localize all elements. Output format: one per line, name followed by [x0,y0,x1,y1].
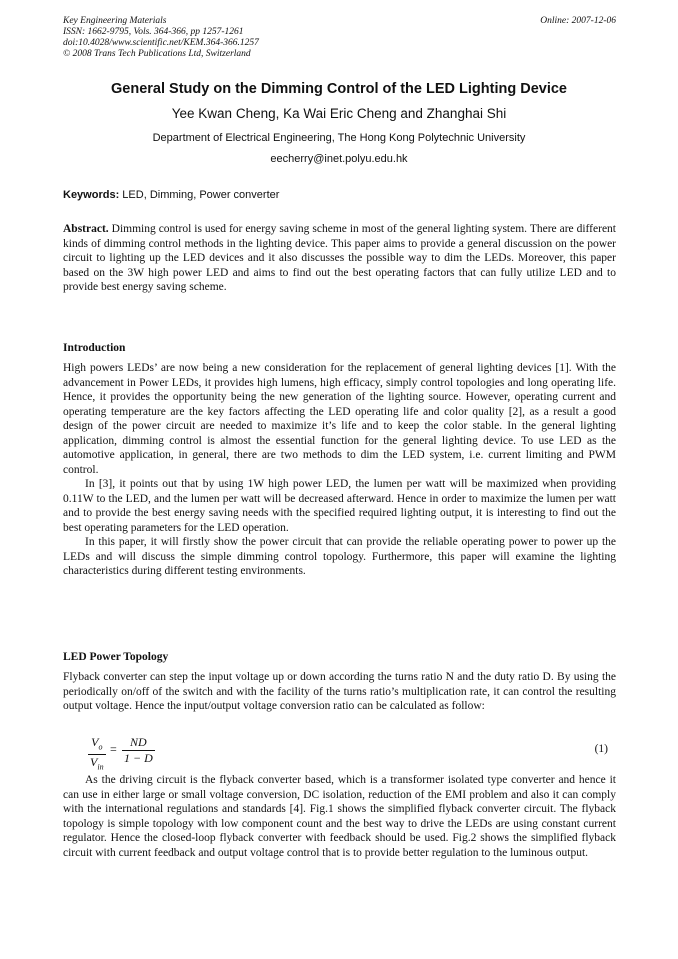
equation-rhs-fraction [122,735,155,766]
journal-name: Key Engineering Materials [63,16,167,26]
equation-1 [88,735,616,772]
introduction-heading: Introduction [63,342,126,354]
equation-lhs-fraction [88,735,106,775]
topology-text-2: As the driving circuit is the flyback converter based, which is a transformer isolated type converter and hence it can use in either large or small voltage conversion, DC isolation, reduction of the EMI problem and also it can comply with the international regulations and standards [4]. Fig.1 shows the simplified flyback converter circuit. The flyback topology is simple topology with low component count and the best way to drive the LEDs are using constant current regulator. Hence the closed-loop flyback converter with feedback should be used. Fig.2 shows the simplified flyback circuit with current feedback and output voltage control that is to provide better regulation to the luminous output. [63,774,616,859]
intro-paragraph-1: High powers LEDs’ are now being a new consideration for the replacement of general lighting devices [1]. With the advancement in Power LEDs, it provides high lumens, high efficacy, simply control topologies and long operating life. Hence, it provides the opportunity being the new generation of the lighting source. However, operating current and operating temperature are the key factors affecting the LED operating life and color quality [2], as a result a good design of the power circuit are needed to maximize it’s life and to keep the color stable. In the general lighting application, dimming control is almost the essential function for the general lighting device. To use LED as the automotive application, in general, there are two methods to dim the LED system, i.e. current limiting and PWM control. [63,362,616,476]
journal-issn: ISSN: 1662-9795, Vols. 364-366, pp 1257-1261 [63,27,244,37]
abstract [63,222,616,295]
journal-copyright: © 2008 Trans Tech Publications Ltd, Switzerland [63,49,251,59]
paper-authors: Yee Kwan Cheng, Ka Wai Eric Cheng and Zhanghai Shi [171,106,507,121]
eq-vin: V [90,755,98,770]
keywords [63,188,616,202]
equation-equals: = [110,742,117,756]
introduction-body [63,361,616,579]
journal-header [63,16,616,60]
abstract-text: Dimming control is used for energy saving scheme in most of the general lighting system. There are different kinds of dimming control methods in the lighting device. This paper aims to provide a general discussion on the power circuit to lighting up the LED devices and it also discusses the possible way to dim the LEDs. Moreover, this paper based on the 3W high power LED and aims to find out the best operating factors that can fully utilize LED and to provide best energy saving scheme. [63,223,616,293]
intro-paragraph-2: In [3], it points out that by using 1W high power LED, the lumen per watt will be maximized when providing 0.11W to the LED, and the lumen per watt will be decreased afterward. Hence in order to maximize the lumen per watt and to provide the best energy saving needs with the specified required lighting output, it is interesting to find out the best operating parameters for the LED operation. [63,478,616,534]
keywords-text: LED, Dimming, Power converter [119,189,280,201]
equation-number: (1) [594,743,608,755]
journal-doi: doi:10.4028/www.scientific.net/KEM.364-366.1257 [63,38,259,48]
eq-vo: V [91,735,99,749]
eq-numerator: ND [122,735,155,751]
topology-paragraph-2 [63,773,616,860]
author-email: eecherry@inet.polyu.edu.hk [270,153,408,165]
online-date: Online: 2007-12-06 [540,16,616,26]
eq-vo-sub: o [98,742,103,752]
abstract-label: Abstract. [63,223,109,235]
paper-affiliation: Department of Electrical Engineering, The Hong Kong Polytechnic University [152,132,526,144]
topology-heading: LED Power Topology [63,651,169,663]
eq-vin-sub: in [97,762,104,772]
intro-paragraph-3: In this paper, it will firstly show the power circuit that can provide the reliable operating power to power up the LEDs and will discuss the simple dimming control topology. Furthermore, this paper will examine the lighting characteristics during different testing environments. [63,536,616,577]
keywords-label: Keywords: [63,189,120,201]
topology-text-1: Flyback converter can step the input voltage up or down according the turns ratio N and the duty ratio D. By using the periodically on/off of the switch and with the facility of the turns ratio’s multiplication rate, it can control the resulting output voltage. Hence the input/output voltage conversion ratio can be calculated as follow: [63,671,616,712]
topology-paragraph-1 [63,670,616,714]
paper-title: General Study on the Dimming Control of the LED Lighting Device [111,81,567,97]
eq-denominator: 1 − D [124,751,153,765]
